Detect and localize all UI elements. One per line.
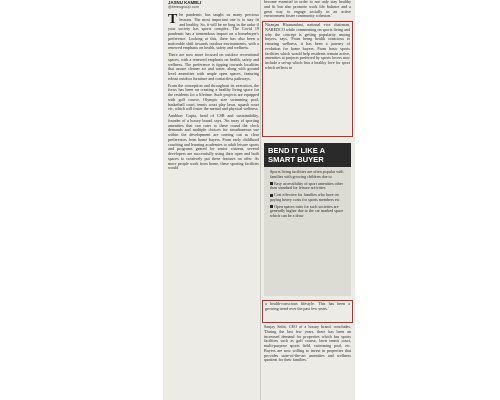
lead-paragraph	[168, 13, 259, 51]
sidebar-point-text: Easy accessibility of sport amenities other than standard for leisure activities	[270, 180, 344, 191]
article-paragraph: become essential in order to not only stay healthy and fit but also promote work life balance and a great way to engage socially in an active environment foster community cohesion.'	[264, 0, 351, 19]
article-paragraph: From the conception and throughout its execution, the focus has been on creating a healthy living space for the residents for a lifetime. Such projects are equipped with golf course, Olympic size swimming pool, basketball court, tennis court play lawn, squash court etc, which will foster the mental and physical wellness.	[168, 82, 259, 112]
sidebar-point	[270, 182, 345, 192]
sidebar-headline: BEND IT LIKE A SMART BUYER	[264, 143, 351, 167]
sidebar-point-text: Cost effective for families who have on paying heavy costs for sports members etc	[270, 192, 340, 202]
highlighted-quote-text: a health-conscious lifestyle. This has been a growing trend over the past few years.'	[265, 301, 350, 311]
author-byline: JASNU KAMBLI	[168, 0, 202, 5]
lead-paragraph-text: he pandemic has taught us many precious lessons. The most important one is to stay fit and healthy. So, it will be no long in the radar if your society has sports complex. The Covid 19 pandemic has a tremendous impact on a homebuyer's preference. Looking at this, there has also been a noticeable shift towards outdoor environments, with a renewed emphasis on health, safety and wellness.	[168, 12, 259, 51]
article-left-column	[168, 0, 259, 400]
article-paragraph: There are now more focused on outdoor recreational spaces, with a renewed emphasis on health, safety and wellness. The preference is tipping towards localities that assure cleaner air and water, along with ground level amenities with ample open spaces, featuring robust outdoor furniture and contactless pathways.	[168, 52, 259, 81]
drop-cap: T	[168, 12, 178, 27]
highlighted-quote-box	[262, 21, 353, 137]
highlighted-quote-box	[262, 300, 353, 323]
article-right-column	[264, 0, 351, 400]
newspaper-clipping	[163, 0, 355, 400]
sidebar-point	[270, 205, 345, 219]
author-email: @timesgroup.com	[168, 5, 199, 9]
column-divider	[260, 0, 261, 400]
highlighted-quote-text: Niranjan Hiranandani, national vice chairman, NAREDCO while commenting on sports living and why the concept is getting popularity among buyers, says, 'From being health conscious to ensuring wellness, it has been a journey of evolution for home buyers. From basic sports facilities which would help residents remain active, amenities at projects preferred by sports lovers now include a set-up which lists a healthy love for sport which reflects in	[265, 22, 350, 70]
article-paragraph: Sanjay Sethi, CEO of a luxury brand, concludes, 'During the last few years, there has been an increased demand for properties which has sports facilities such as golf course, lawn tennis court, multi-purpose sports field, swimming pool, etc. Buyers are now willing to invest in properties that provides state-of-the-art amenities and wellness quotient for their families.'	[264, 324, 351, 363]
sidebar-point-text: Open spaces ratio for such societies are generally higher due to the car marked space which can be a draw	[270, 203, 344, 218]
sidebar-intro: Sports living facilities are often popular with families with growing children due to	[270, 169, 344, 179]
article-paragraph: Anubhav Gupta, head of CSR and sustainability, founder of a luxury brand, says, 'An array of sporting amenities that can cater to these round the clock demands and multiple choices for simultaneous use within the development are coming out as clear preferences from home buyers. From early childhood coaching and learning academies to adult leisure sports and programs geared for senior citizens, several developers are successfully using their open and built spaces to creatively put these features on offer. As more people work from home, these sporting facilities would	[168, 113, 259, 171]
sidebar-body	[264, 167, 351, 224]
sidebar-box	[264, 143, 351, 296]
sidebar-point	[270, 193, 345, 203]
